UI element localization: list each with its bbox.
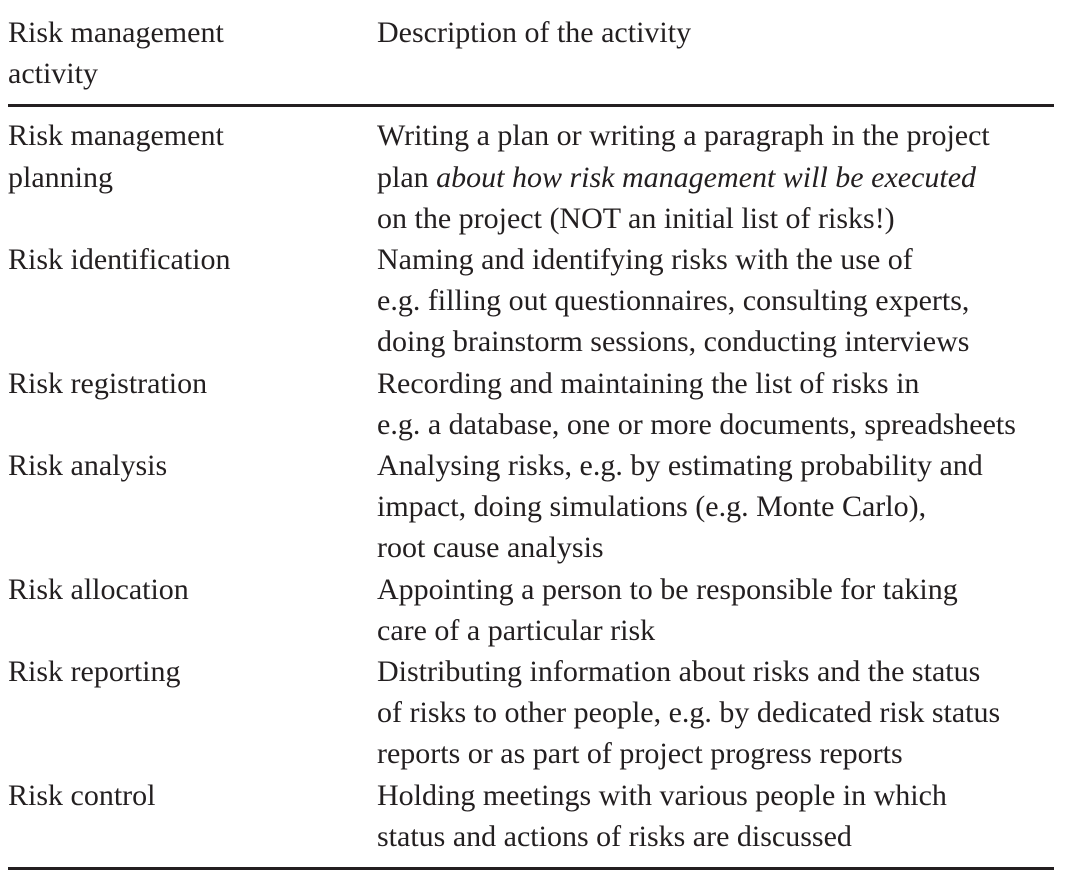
risk-activities-table [8, 12, 1054, 870]
activity-cell: Risk control [8, 778, 156, 812]
description-cell: Distributing information about risks and the status of risks to other people, e.g. by dedicated risk status reports or as part of project progress reports [377, 655, 1001, 771]
description-cell: Writing a plan or writing a paragraph in the project plan about how risk management will be executed on the project (NOT an initial list of risks!) [377, 115, 1054, 239]
table-row [8, 239, 1054, 363]
bottom-rule [8, 867, 1054, 870]
activity-cell: Risk reporting [8, 655, 181, 689]
activity-cell: Risk allocation [8, 572, 189, 606]
description-cell: Holding meetings with various people in which status and actions of risks are discussed [377, 778, 947, 853]
activity-cell: Risk registration [8, 366, 208, 400]
table-row [8, 569, 1054, 651]
header-activity: Risk management activity [8, 16, 224, 91]
description-cell: Appointing a person to be responsible for taking care of a particular risk [377, 572, 958, 647]
activity-cell: Risk identification [8, 243, 231, 277]
header-rule [8, 104, 1054, 107]
table-header [8, 12, 1054, 94]
table-row [8, 651, 1054, 775]
activity-cell: Risk analysis [8, 449, 168, 483]
emphasis-text: about how risk management will be executed [436, 160, 977, 194]
description-cell: Analysing risks, e.g. by estimating probability and impact, doing simulations (e.g. Monte Carlo), root cause analysis [377, 449, 983, 565]
description-line-with-emphasis: plan about how risk management will be executed [377, 160, 977, 194]
description-cell: Naming and identifying risks with the use of e.g. filling out questionnaires, consulting experts, doing brainstorm sessions, conducting interviews [377, 243, 970, 359]
header-description: Description of the activity [377, 16, 692, 49]
table-row [8, 445, 1054, 569]
description-cell: Recording and maintaining the list of risks in e.g. a database, one or more documents, spreadsheets [377, 366, 1016, 441]
table-row [8, 115, 1054, 239]
activity-cell: Risk management planning [8, 119, 224, 194]
table-row [8, 363, 1054, 445]
table-row [8, 775, 1054, 857]
